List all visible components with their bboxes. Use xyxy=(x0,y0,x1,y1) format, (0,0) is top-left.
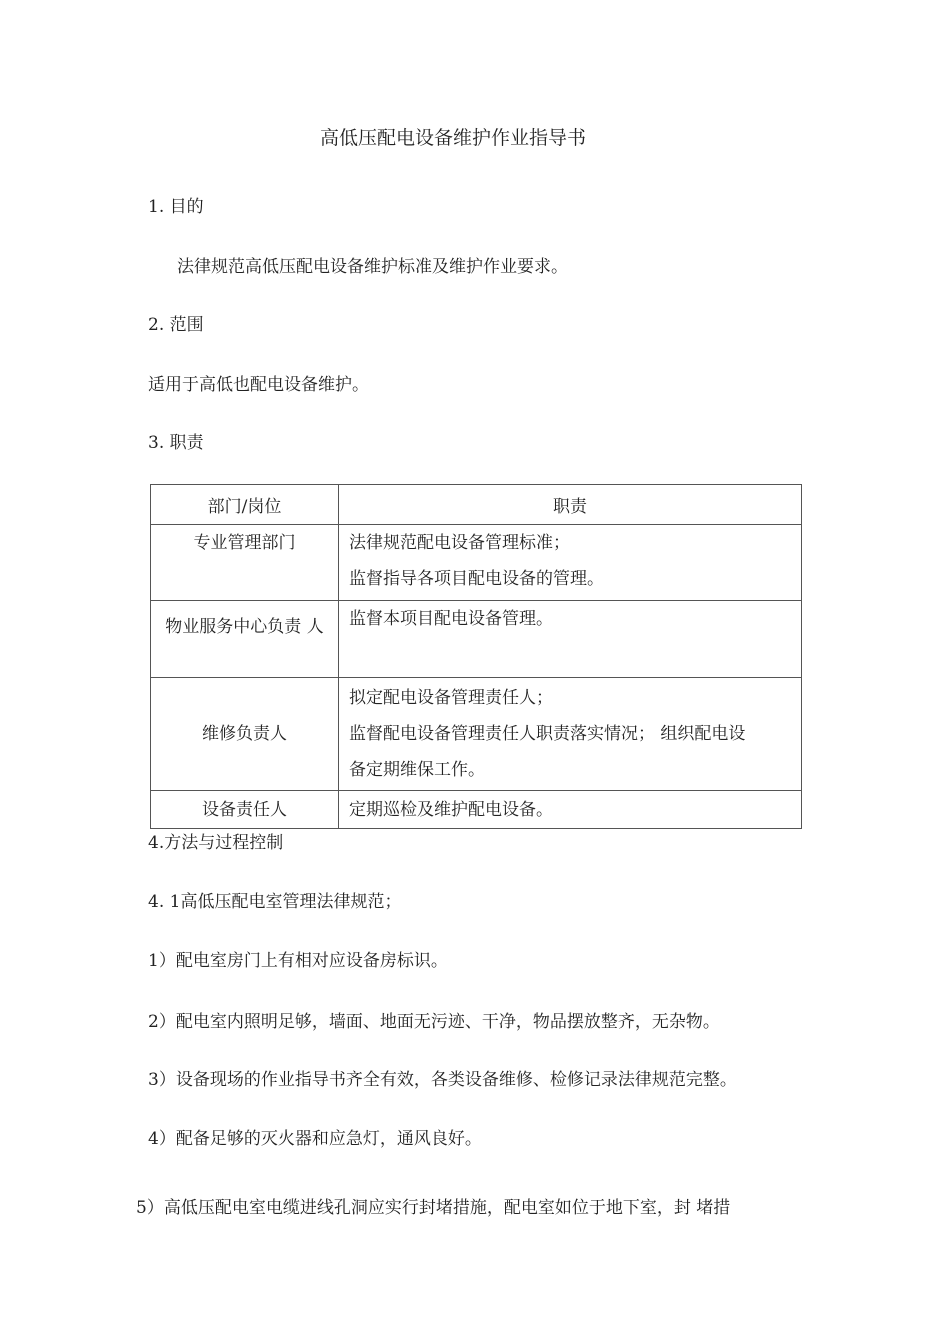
document-title: 高低压配电设备维护作业指导书 xyxy=(320,127,587,149)
duty-line: 拟定配电设备管理责任人； xyxy=(349,688,553,708)
table-cell-dept xyxy=(151,791,339,829)
table-cell-dept xyxy=(151,678,339,791)
duty-line: 法律规范配电设备管理标准； xyxy=(349,533,570,553)
method-heading: 4.方法与过程控制 xyxy=(148,833,284,853)
table-row xyxy=(151,678,802,791)
dept-label: 物业服务中心负责 人 xyxy=(165,617,324,637)
table-row xyxy=(151,525,802,601)
table-cell-duty xyxy=(339,601,802,678)
list-item: 5）高低压配电室电缆进线孔洞应实行封堵措施，配电室如位于地下室，封 堵措 xyxy=(136,1198,731,1218)
list-item: 3）设备现场的作业指导书齐全有效，各类设备维修、检修记录法律规范完整。 xyxy=(148,1070,737,1090)
duty-line: 监督指导各项目配电设备的管理。 xyxy=(349,569,604,589)
table-row xyxy=(151,791,802,829)
table-cell-duty xyxy=(339,678,802,791)
table-cell-dept xyxy=(151,525,339,601)
table-header-duty: 职责 xyxy=(339,485,802,525)
table-cell-dept xyxy=(151,601,339,678)
scope-heading: 2. 范围 xyxy=(148,315,204,335)
duty-line: 备定期维保工作。 xyxy=(349,760,485,780)
list-item: 4）配备足够的灭火器和应急灯，通风良好。 xyxy=(148,1129,482,1149)
list-item: 1）配电室房门上有相对应设备房标识。 xyxy=(148,951,448,971)
table-header-dept: 部门/岗位 xyxy=(151,485,339,525)
table-header-row xyxy=(151,485,802,525)
purpose-text: 法律规范高低压配电设备维护标准及维护作业要求。 xyxy=(177,257,568,277)
sub-heading: 4. 1高低压配电室管理法律规范； xyxy=(148,892,402,912)
duty-line: 监督配电设备管理责任人职责落实情况； 组织配电设 xyxy=(349,724,746,744)
duty-line: 监督本项目配电设备管理。 xyxy=(349,609,553,629)
list-item: 2）配电室内照明足够，墙面、地面无污迹、干净，物品摆放整齐，无杂物。 xyxy=(148,1012,720,1032)
table-cell-duty xyxy=(339,525,802,601)
table-row xyxy=(151,601,802,678)
scope-text: 适用于高低也配电设备维护。 xyxy=(148,375,369,395)
dept-label: 专业管理部门 xyxy=(193,533,296,553)
table-cell-duty xyxy=(339,791,802,829)
purpose-heading: 1. 目的 xyxy=(148,197,204,217)
duty-table xyxy=(150,484,802,829)
dept-label: 维修负责人 xyxy=(202,724,287,744)
dept-label: 设备责任人 xyxy=(202,799,287,820)
duty-line: 定期巡检及维护配电设备。 xyxy=(349,799,553,820)
duty-heading: 3. 职责 xyxy=(148,433,204,453)
